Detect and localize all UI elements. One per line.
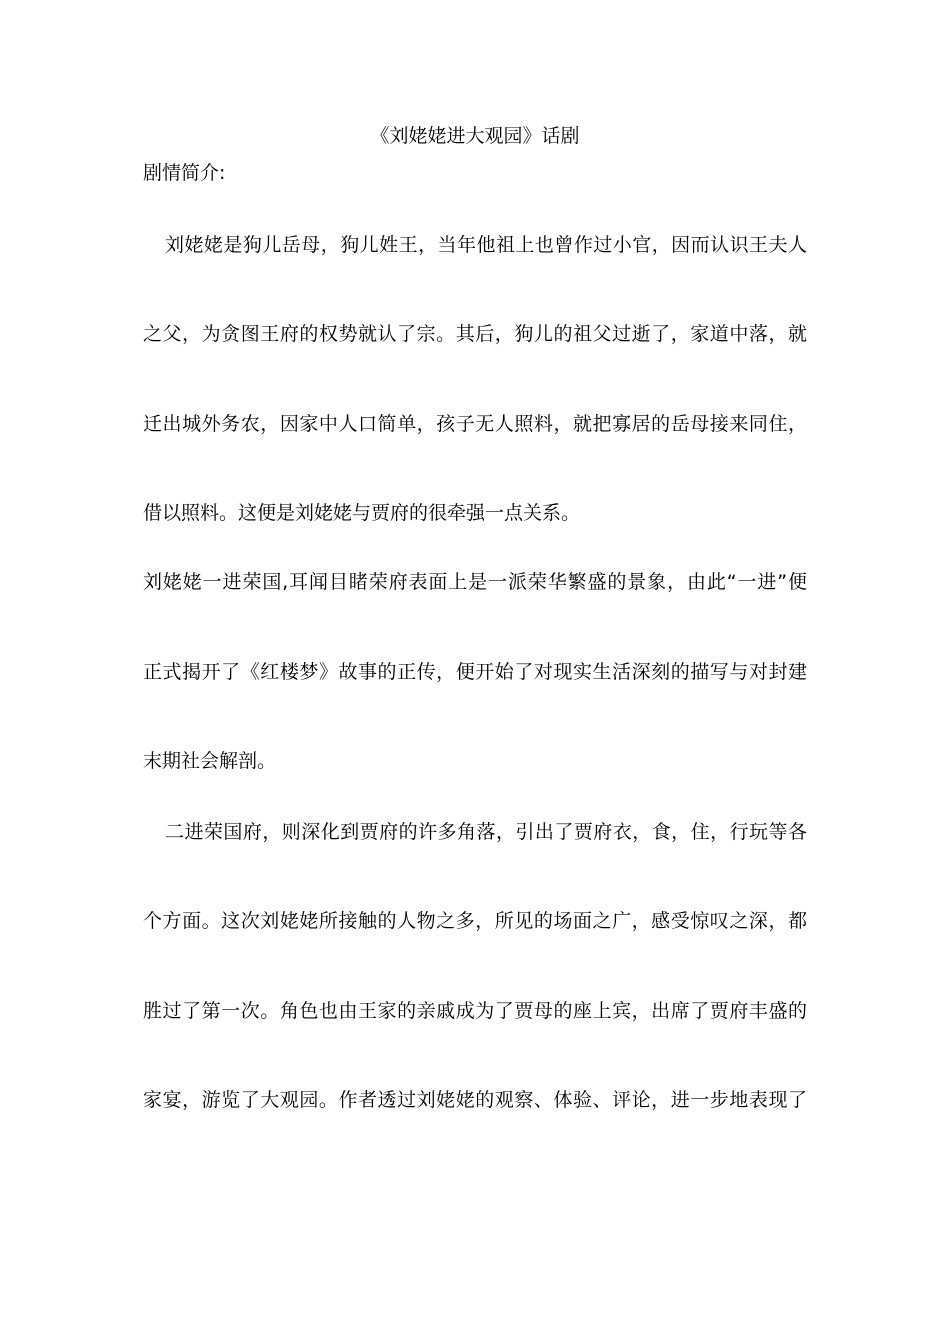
paragraph-line: 刘姥姥是狗儿岳母，狗儿姓王，当年他祖上也曾作过小官，因而认识王夫人 xyxy=(165,234,807,256)
paragraph-line: 迁出城外务农，因家中人口简单，孩子无人照料，就把寡居的岳母接来同住， xyxy=(143,413,807,435)
paragraph-line: 个方面。这次刘姥姥所接触的人物之多，所见的场面之广，感受惊叹之深，都 xyxy=(143,910,807,932)
paragraph-line: 二进荣国府，则深化到贾府的许多角落，引出了贾府衣，食，住，行玩等各 xyxy=(165,821,807,843)
paragraph-line: 借以照料。这便是刘姥姥与贾府的很牵强一点关系。 xyxy=(143,502,581,524)
paragraph-line: 胜过了第一次。角色也由王家的亲戚成为了贾母的座上宾，出席了贾府丰盛的 xyxy=(143,1000,807,1022)
paragraph-line: 末期社会解剖。 xyxy=(143,750,277,772)
document-title: 《刘姥姥进大观园》话剧 xyxy=(370,125,580,147)
paragraph-line: 刘姥姥一进荣国,耳闻目睹荣府表面上是一派荣华繁盛的景象，由此“一进”便 xyxy=(143,571,807,593)
paragraph-line: 家宴，游览了大观园。作者透过刘姥姥的观察、体验、评论，进一步地表现了 xyxy=(143,1089,807,1111)
section-heading: 剧情简介: xyxy=(143,162,226,184)
paragraph-line: 之父，为贪图王府的权势就认了宗。其后，狗儿的祖父过逝了，家道中落，就 xyxy=(143,323,807,345)
paragraph-line: 正式揭开了《红楼梦》故事的正传，便开始了对现实生活深刻的描写与对封建 xyxy=(143,661,807,683)
